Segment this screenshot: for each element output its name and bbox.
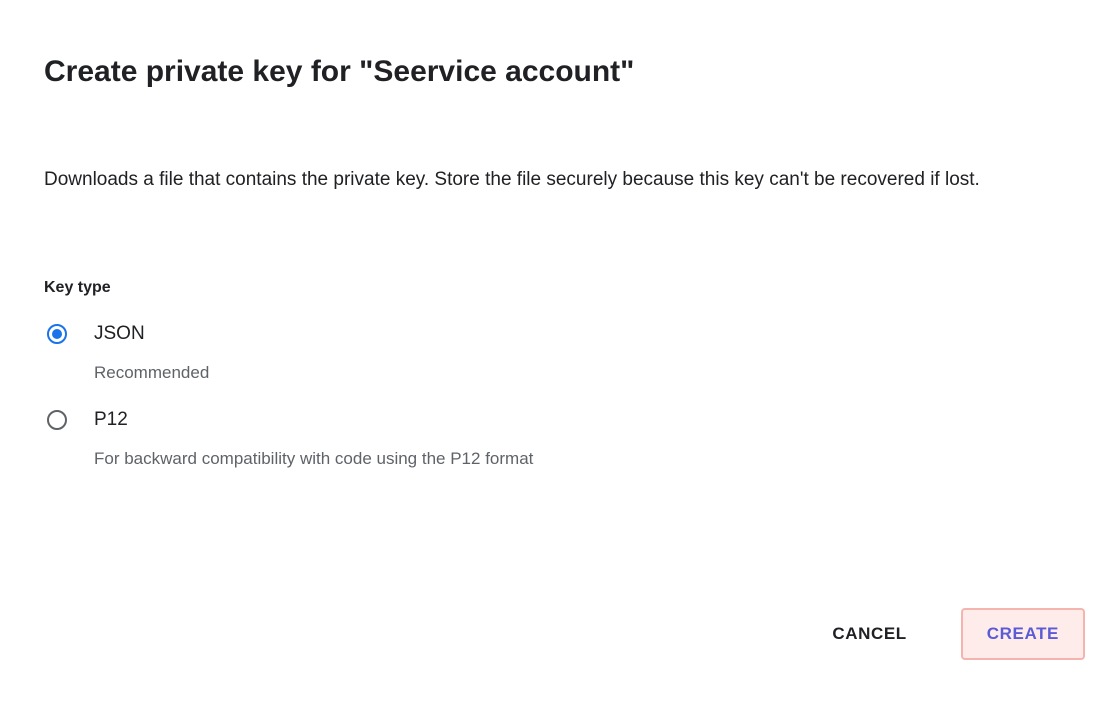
radio-button-p12-icon[interactable] [47,410,67,430]
dialog-description: Downloads a file that contains the private key. Store the file securely because this key can't be recovered if lost. [44,169,980,190]
radio-button-json-icon[interactable] [47,324,67,344]
radio-option-p12-label: P12 [94,409,128,430]
radio-option-json-label: JSON [94,323,145,344]
radio-selected-dot-icon [52,329,62,339]
radio-option-p12-hint: For backward compatibility with code using the P12 format [94,449,534,468]
radio-option-p12[interactable] [44,401,944,439]
key-type-label: Key type [44,279,111,296]
cancel-button[interactable]: CANCEL [816,614,922,654]
key-type-radio-group [44,315,944,487]
radio-option-json-hint: Recommended [94,363,210,382]
page-title: Create private key for "Seervice account" [44,55,635,88]
create-button[interactable]: CREATE [961,608,1085,660]
dialog-actions [816,608,1085,660]
radio-option-json[interactable] [44,315,944,353]
